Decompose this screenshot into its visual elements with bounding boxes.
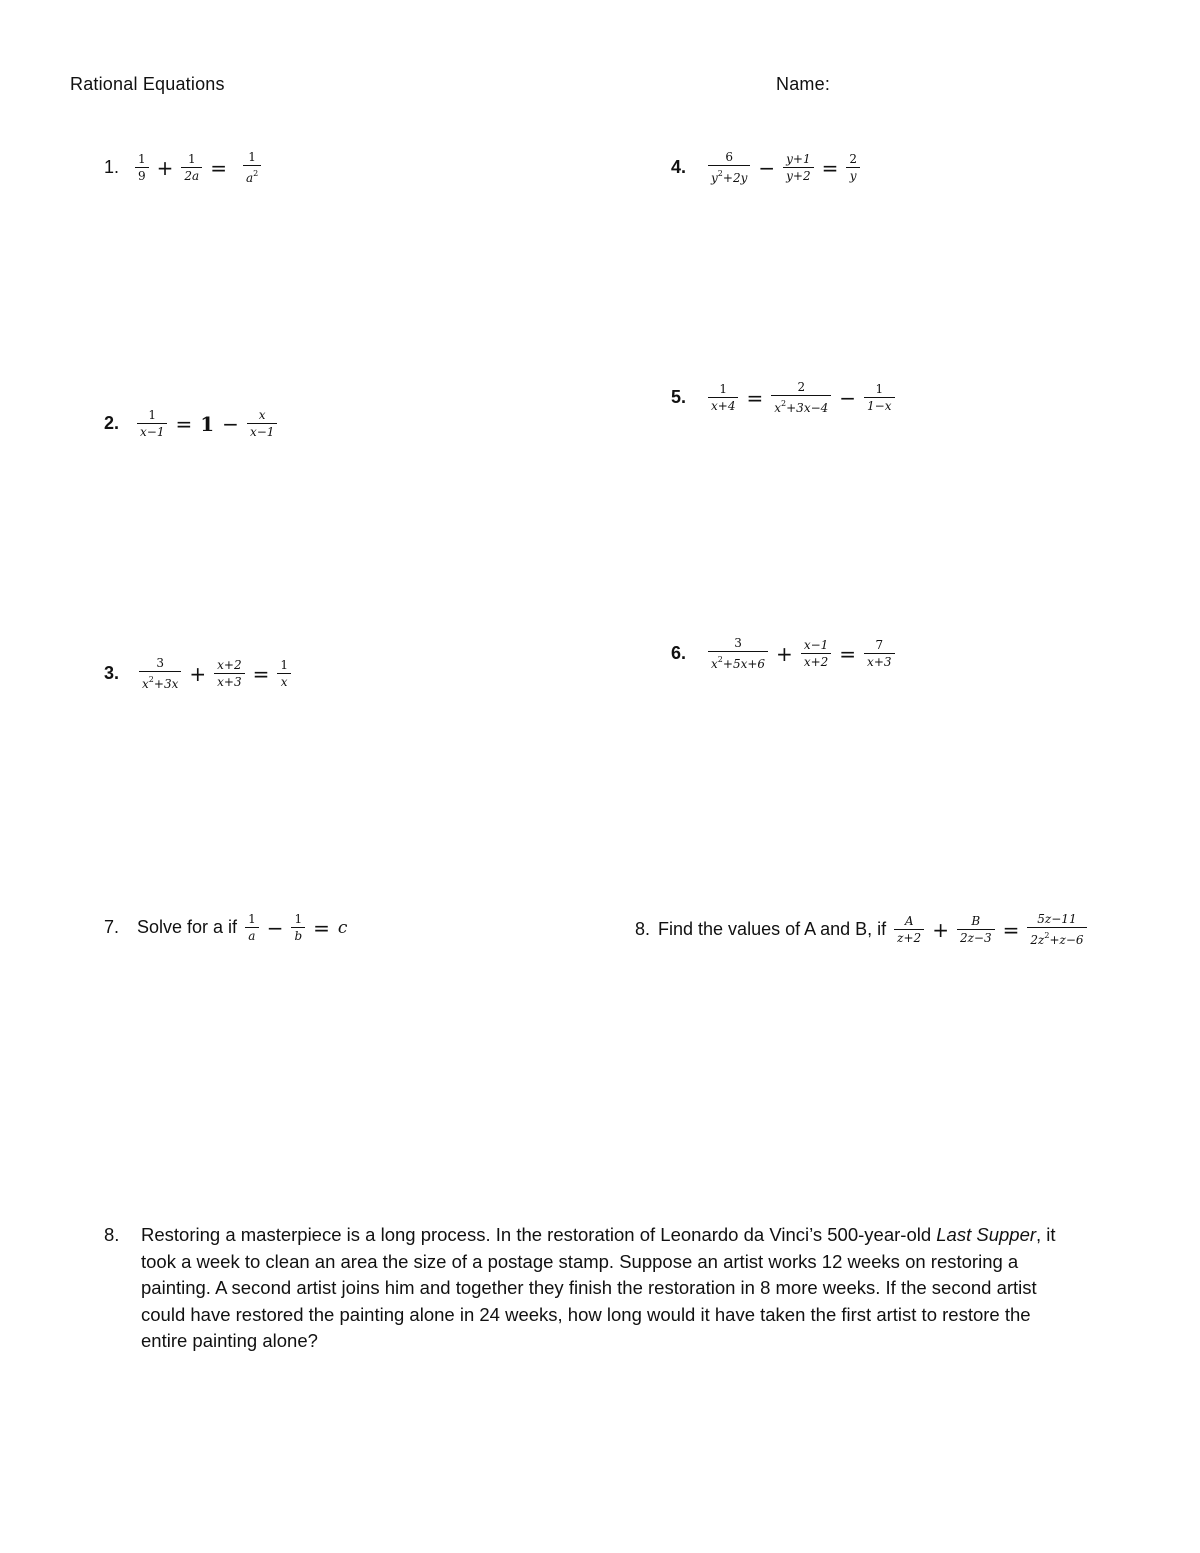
fraction: $\frac{3}{x^2+5x+6}$ bbox=[708, 636, 768, 671]
fraction: $\frac{B}{2z-3}$ bbox=[957, 914, 995, 945]
fraction: $\frac{1}{1-x}$ bbox=[864, 382, 894, 413]
problem-number: 1. bbox=[104, 157, 120, 177]
equals-operator: = bbox=[252, 661, 270, 686]
equals-operator: = bbox=[746, 385, 764, 410]
fraction: $\frac{1}{2a}$ bbox=[181, 152, 202, 183]
plus-operator: + bbox=[189, 661, 207, 686]
minus-operator: − bbox=[222, 411, 239, 436]
word-problem-line: took a week to clean an area the size of a postage stamp. Suppose an artist works 12 weeks on restoring a bbox=[141, 1250, 1019, 1272]
word-problem-line: could have restored the painting alone in 24 weeks, how long would it have taken the first artist to restore the bbox=[141, 1303, 1031, 1325]
problem-number: 3. bbox=[104, 663, 120, 683]
fraction: $\frac{A}{z+2}$ bbox=[894, 914, 924, 945]
fraction: $\frac{1}{x}$ bbox=[277, 658, 291, 689]
minus-operator: − bbox=[266, 915, 284, 940]
fraction: $\frac{5z-11}{2z^2+z-6}$ bbox=[1027, 912, 1086, 947]
equals-operator: = bbox=[839, 641, 857, 666]
word-problem-line: entire painting alone? bbox=[141, 1330, 318, 1351]
fraction: $\frac{6}{y^2+2y}$ bbox=[708, 150, 750, 185]
fraction: $\frac{1}{x-1}$ bbox=[137, 408, 167, 439]
fraction: $\frac{x}{x-1}$ bbox=[247, 408, 277, 439]
plus-operator: + bbox=[776, 641, 793, 666]
problem-6 bbox=[671, 636, 899, 671]
constant-one: 1 bbox=[200, 411, 215, 436]
problem-1 bbox=[104, 150, 265, 185]
fraction: $\frac{7}{x+3}$ bbox=[864, 638, 894, 669]
word-problem-text bbox=[141, 1222, 1141, 1355]
worksheet-title: Rational Equations bbox=[70, 74, 225, 94]
problem-5 bbox=[671, 380, 899, 415]
fraction: $\frac{1}{9}$ bbox=[135, 152, 149, 183]
fraction: $\frac{x-1}{x+2}$ bbox=[801, 638, 831, 669]
fraction: $\frac{2}{y}$ bbox=[846, 152, 860, 183]
problem-number: 8. bbox=[635, 919, 651, 939]
fraction: $\frac{1}{a^2}$ bbox=[243, 150, 261, 185]
problem-3 bbox=[104, 656, 295, 691]
word-problem-line: Restoring a masterpiece is a long process. In the restoration of Leonardo da Vinci’s 500-year-old Last Supper, it bbox=[141, 1224, 1056, 1245]
fraction: $\frac{2}{x^2+3x-4}$ bbox=[771, 380, 831, 415]
problem-text: Solve for a if bbox=[137, 917, 238, 937]
problem-8 bbox=[635, 912, 1091, 947]
problem-2 bbox=[104, 408, 281, 439]
fraction: $\frac{x+2}{x+3}$ bbox=[214, 658, 244, 689]
name-label: Name: bbox=[776, 74, 831, 94]
fraction: $\frac{y+1}{y+2}$ bbox=[783, 152, 813, 183]
equals-operator: = bbox=[1002, 917, 1020, 942]
fraction: $\frac{1}{x+4}$ bbox=[708, 382, 738, 413]
problem-number: 6. bbox=[671, 643, 687, 663]
minus-operator: − bbox=[839, 385, 857, 410]
problem-4 bbox=[671, 150, 864, 185]
equals-operator: = bbox=[821, 155, 839, 180]
equals-operator: = bbox=[313, 915, 330, 940]
problem-number: 2. bbox=[104, 413, 120, 433]
plus-operator: + bbox=[932, 917, 949, 942]
variable-c: c bbox=[337, 917, 348, 938]
fraction: $\frac{1}{b}$ bbox=[291, 912, 305, 943]
problem-7 bbox=[104, 912, 347, 943]
minus-operator: − bbox=[758, 155, 776, 180]
fraction: $\frac{1}{a}$ bbox=[245, 912, 259, 943]
fraction: $\frac{3}{x^2+3x}$ bbox=[139, 656, 181, 691]
equals-operator: = bbox=[175, 411, 193, 436]
equals-operator: = bbox=[210, 155, 227, 180]
problem-text: Find the values of A and B, if bbox=[658, 919, 887, 939]
problem-number: 7. bbox=[104, 917, 120, 937]
problem-number: 4. bbox=[671, 157, 687, 177]
word-problem-line: painting. A second artist joins him and together they finish the restoration in 8 more weeks. If the second artist bbox=[141, 1277, 1037, 1298]
problem-number: 5. bbox=[671, 387, 687, 407]
word-problem-number: 8. bbox=[104, 1224, 120, 1245]
plus-operator: + bbox=[156, 155, 174, 180]
